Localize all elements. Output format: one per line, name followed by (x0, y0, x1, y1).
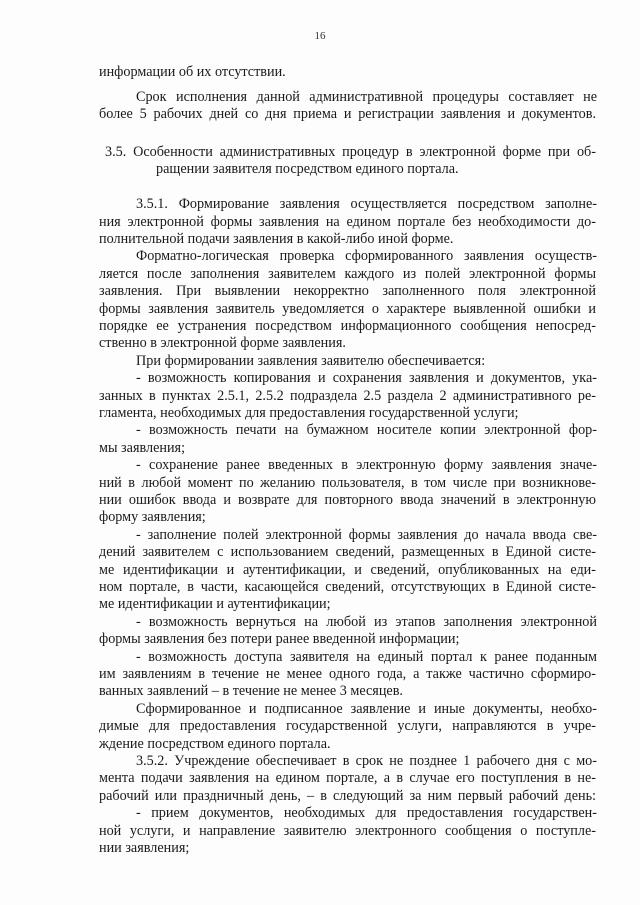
text-line: более 5 рабочих дней со дня приема и регистрации заявления и документов. (99, 106, 596, 122)
text-line: информации об их отсутствии. (99, 64, 286, 80)
text-line: ний в любой момент по желанию пользователя, в том числе при возникнове- (99, 475, 596, 491)
section-heading: ращении заявителя посредством единого портала. (156, 161, 459, 177)
text-line: форму заявления; (99, 509, 206, 525)
text-line: - заполнение полей электронной формы заявления до начала ввода све- (136, 527, 597, 543)
text-line: Сформированное и подписанное заявление и иные документы, необхо- (136, 701, 597, 717)
text-line: ванных заявлений – в течение не менее 3 месяцев. (99, 683, 403, 699)
text-line: ме идентификации и аутентификации; (99, 596, 331, 612)
text-line: дений заявителем с использованием сведений, размещенных в Единой систе- (99, 544, 596, 560)
text-line: Срок исполнения данной административной процедуры составляет не (136, 89, 597, 105)
text-line: им заявлениям в течение не менее одного года, а также частично сформиро- (99, 666, 596, 682)
text-line: ляется после заполнения заявителем каждого из полей электронной формы (99, 266, 596, 282)
text-line: порядке ее устранения посредством информационного сообщения непосред- (99, 318, 596, 334)
page-number: 16 (314, 30, 326, 42)
text-line: ной услуги, и направление заявителю электронного сообщения о поступле- (99, 823, 596, 839)
text-line: мы заявления; (99, 440, 186, 456)
text-line: При формировании заявления заявителю обеспечивается: (136, 353, 486, 369)
text-line: димые для предоставления государственной услуги, направляются в учре- (99, 718, 596, 734)
text-line: гламента, необходимых для предоставления государственной услуги; (99, 405, 519, 421)
text-line: рабочий или праздничный день, – в следующий за ним первый рабочий день: (99, 788, 596, 804)
text-line: - возможность печати на бумажном носителе копии электронной фор- (136, 422, 597, 438)
section-heading: 3.5. Особенности административных процедур в электронной форме при об- (105, 144, 596, 160)
text-line: ния электронной формы заявления на едином портале без необходимости до- (99, 214, 596, 230)
text-line: нии ошибок ввода и возврате для повторного ввода значений в электронную (99, 492, 596, 508)
text-line: 3.5.2. Учреждение обеспечивает в срок не позднее 1 рабочего дня с мо- (136, 753, 597, 769)
text-line: ждение посредством единого портала. (99, 736, 331, 752)
text-line: ме идентификации и аутентификации, и сведений, опубликованных на еди- (99, 562, 596, 578)
text-line: - сохранение ранее введенных в электронную форму заявления значе- (136, 457, 597, 473)
text-line: Форматно-логическая проверка сформированного заявления осуществ- (136, 248, 597, 264)
text-line: занных в пунктах 2.5.1, 2.5.2 подраздела 2.5 раздела 2 административного ре- (99, 388, 596, 404)
text-line: заявления. При выявлении некорректно заполненного поля электронной (99, 283, 596, 299)
text-line: полнительной подачи заявления в какой-либо иной форме. (99, 231, 454, 247)
text-line: - возможность вернуться на любой из этапов заполнения электронной (136, 614, 597, 630)
text-line: 3.5.1. Формирование заявления осуществляется посредством заполне- (136, 196, 597, 212)
text-line: формы заявления заявитель уведомляется о характере выявленной ошибки и (99, 301, 596, 317)
text-line: нии заявления; (99, 840, 190, 856)
text-line: - возможность копирования и сохранения заявления и документов, ука- (136, 370, 597, 386)
text-line: мента подачи заявления на едином портале, а в случае его поступления в не- (99, 770, 596, 786)
text-line: ном портале, в части, касающейся сведений, отсутствующих в Единой систе- (99, 579, 596, 595)
text-line: - возможность доступа заявителя на единый портал к ранее поданным (136, 649, 597, 665)
text-line: формы заявления без потери ранее введенной информации; (99, 631, 460, 647)
text-line: ственно в электронной форме заявления. (99, 335, 346, 351)
text-line: - прием документов, необходимых для предоставления государствен- (136, 805, 597, 821)
